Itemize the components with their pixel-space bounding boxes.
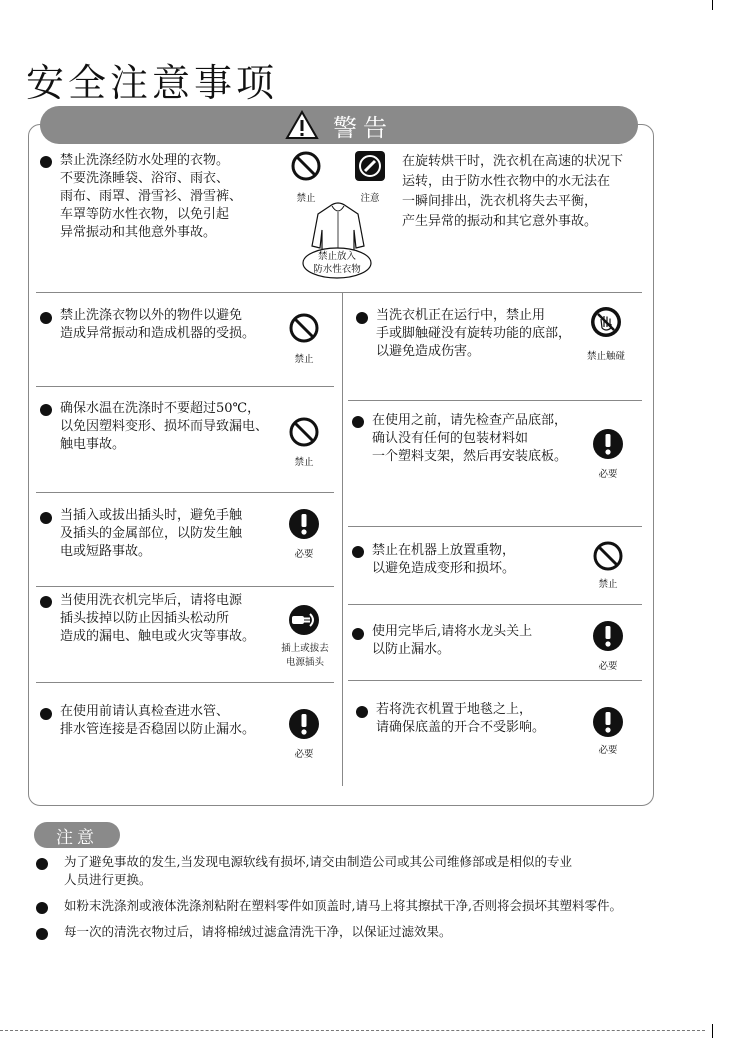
caution-text: 如粉末洗涤剂或液体洗涤剂粘附在塑料零件如顶盖时,请马上将其擦拭干净,否则将会损坏其塑料零件。 xyxy=(64,898,622,913)
divider xyxy=(36,292,642,293)
bottom-dashed-rule xyxy=(0,1030,705,1031)
unplug-icon xyxy=(288,604,320,636)
warning-text: 禁止洗涤衣物以外的物件以避免 造成异常振动和造成机器的受损。 xyxy=(60,308,256,341)
warning-text: 禁止洗涤经防水处理的衣物。 不要洗涤睡袋、浴帘、雨衣、 雨布、雨罩、滑雪衫、滑雪裤、 车罩等防水性衣物，以免引起 异常振动和其他意外事故。 xyxy=(60,153,243,240)
crop-mark xyxy=(712,0,713,10)
warning-label: 警告 xyxy=(333,113,393,142)
bullet xyxy=(352,628,364,640)
divider xyxy=(36,492,334,493)
warning-text: 若将洗衣机置于地毯之上， 请确保底盖的开合不受影响。 xyxy=(376,702,546,735)
bullet xyxy=(356,312,368,324)
attention-label: 注意 xyxy=(360,193,380,204)
no-touch-label: 禁止触碰 xyxy=(586,351,625,362)
prohibit-label: 禁止 xyxy=(296,193,316,204)
required-label: 必要 xyxy=(598,469,618,480)
divider xyxy=(348,680,642,681)
divider xyxy=(36,682,334,683)
prohibit-icon xyxy=(288,416,320,448)
bullet xyxy=(352,546,364,558)
required-icon xyxy=(592,428,624,460)
divider xyxy=(36,586,334,587)
warning-text: 在使用之前，请先检查产品底部， 确认没有任何的包装材料如 一个塑料支架，然后再安装底板。 xyxy=(372,413,568,464)
no-touch-icon xyxy=(590,306,622,338)
bullet xyxy=(40,708,52,720)
warning-text: 在使用前请认真检查进水管、 排水管连接是否稳固以防止漏水。 xyxy=(60,704,256,737)
bullet xyxy=(36,858,48,870)
bullet xyxy=(40,596,52,608)
required-icon xyxy=(592,620,624,652)
divider xyxy=(36,386,334,387)
page-title: 安全注意事项 xyxy=(26,61,279,105)
prohibit-icon xyxy=(592,540,624,572)
warning-text: 禁止在机器上放置重物， 以避免造成变形和损坏。 xyxy=(372,543,516,576)
caution-text: 为了避免事故的发生,当发现电源软线有损坏,请交由制造公司或其公司维修部或是相似的专业 人员进行更换。 xyxy=(64,854,572,887)
caution-label: 注意 xyxy=(34,822,120,848)
waterproof-tag-label: 禁止放入 防水性衣物 xyxy=(313,251,361,275)
required-label: 必要 xyxy=(598,745,618,756)
prohibit-label: 禁止 xyxy=(294,354,314,365)
required-icon xyxy=(288,508,320,540)
required-label: 必要 xyxy=(294,749,314,760)
divider xyxy=(348,526,642,527)
warning-text: 使用完毕后,请将水龙头关上 以防止漏水。 xyxy=(372,624,533,657)
prohibit-label: 禁止 xyxy=(598,579,618,590)
warning-header xyxy=(40,106,638,144)
attention-icon xyxy=(354,150,386,182)
prohibit-icon xyxy=(290,150,322,182)
warning-triangle-icon xyxy=(285,110,319,140)
bullet xyxy=(40,404,52,416)
warning-text-right: 在旋转烘干时，洗衣机在高速的状况下 运转，由于防水性衣物中的水无法在 一瞬间排出，洗衣机将失去平衡， 产生异常的振动和其它意外事故。 xyxy=(402,154,624,229)
bullet xyxy=(36,928,48,940)
warning-text: 当使用洗衣机完毕后，请将电源 插头拔掉以防止因插头松动所 造成的漏电、触电或火灾等事故。 xyxy=(60,593,256,644)
bullet xyxy=(352,416,364,428)
divider xyxy=(348,400,642,401)
column-divider xyxy=(342,292,343,786)
warning-text: 当洗衣机正在运行中，禁止用 手或脚触碰没有旋转功能的底部， 以避免造成伤害。 xyxy=(376,308,572,359)
prohibit-label: 禁止 xyxy=(294,457,314,468)
required-label: 必要 xyxy=(598,661,618,672)
bullet xyxy=(36,902,48,914)
crop-mark xyxy=(712,1024,713,1038)
warning-text: 当插入或拔出插头时，避免手触 及插头的金属部位，以防发生触 电或短路事故。 xyxy=(60,508,243,559)
required-icon xyxy=(592,706,624,738)
prohibit-icon xyxy=(288,312,320,344)
bullet xyxy=(356,706,368,718)
bullet xyxy=(40,312,52,324)
unplug-label: 插上或拔去 电源插头 xyxy=(281,643,329,668)
caution-text: 每一次的清洗衣物过后，请将棉绒过滤盒清洗干净，以保证过滤效果。 xyxy=(64,924,452,939)
bullet xyxy=(40,512,52,524)
warning-text: 确保水温在洗涤时不要超过50℃， 以免因塑料变形、损坏而导致漏电、 触电事故。 xyxy=(60,401,269,452)
required-icon xyxy=(288,708,320,740)
required-label: 必要 xyxy=(294,549,314,560)
bullet xyxy=(40,156,52,168)
divider xyxy=(348,604,642,605)
